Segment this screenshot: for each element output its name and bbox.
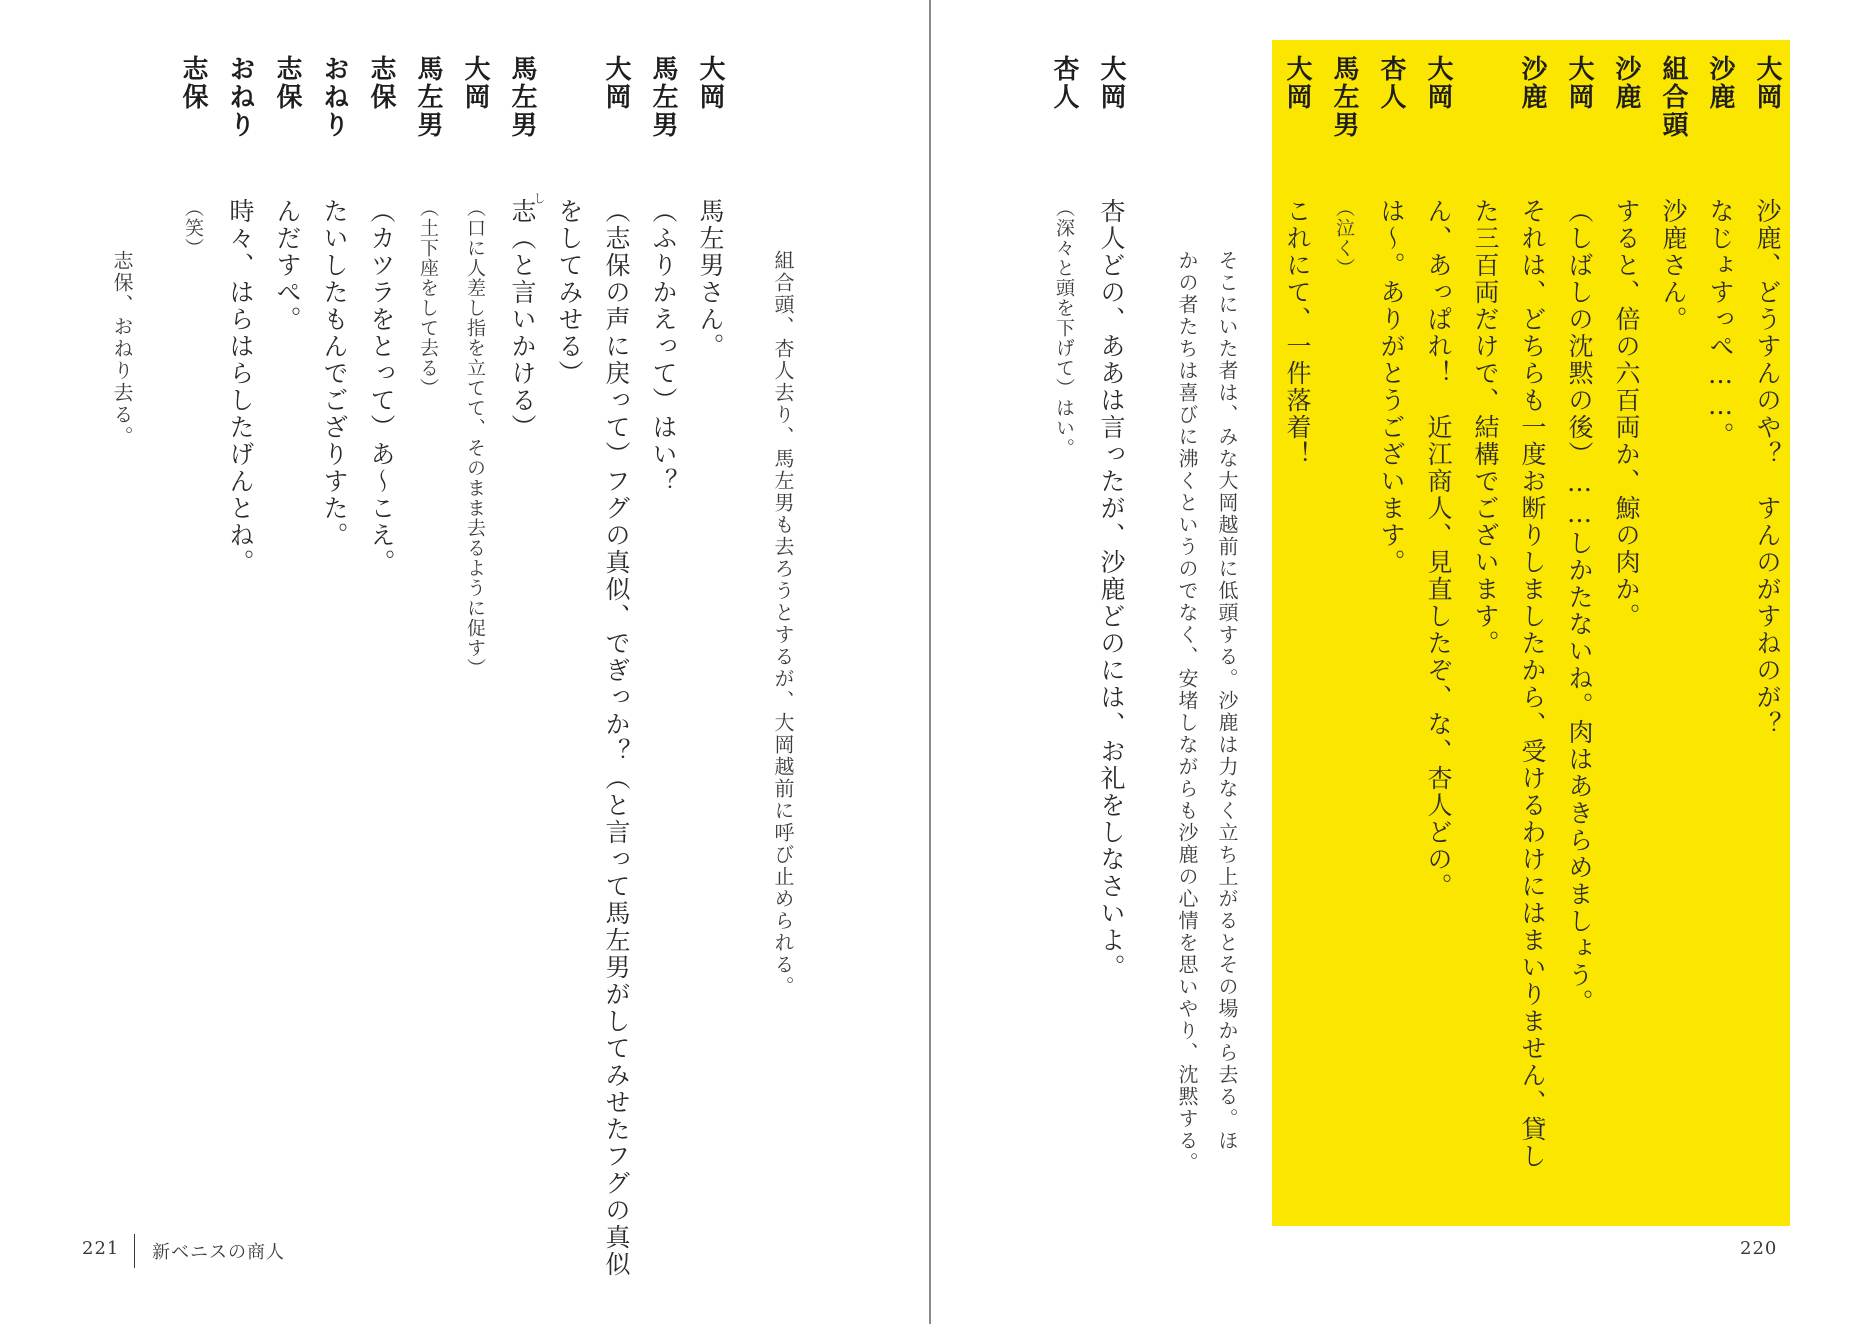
stage-note: （泣く）: [1333, 198, 1355, 278]
stage-direction: [102, 0, 142, 1324]
stage-direction-line: かの者たちは喜びに沸くというのでなく、安堵しながらも沙鹿の心情を思いやり、沈黙する。: [1175, 250, 1199, 1174]
dialogue-line: [499, 0, 545, 1324]
speaker-name: 沙鹿: [1611, 55, 1641, 111]
dialogue-line: [170, 0, 216, 1324]
dialogue-text: （カツラをとって）あ～こえ。: [367, 198, 396, 576]
page-number: 220: [1740, 1238, 1778, 1259]
dialogue-line: [1697, 0, 1743, 1324]
speaker-name: 杏人: [1376, 55, 1406, 111]
dialogue-text: 沙鹿、どうすんのや？ すんのがすねのが？: [1753, 198, 1782, 738]
dialogue-text: [405, 198, 451, 398]
dialogue-line: [452, 0, 498, 1324]
dialogue-line: [1274, 0, 1320, 1324]
dialogue-line: [1556, 0, 1602, 1324]
dialogue-line: [264, 0, 310, 1324]
dialogue-text: ん、あっぱれ！ 近江商人、見直したぞ、な、杏人どの。: [1424, 198, 1453, 900]
stage-direction: [1207, 0, 1247, 1324]
dialogue-line: [1462, 0, 1508, 1324]
stage-note: （口に人差し指を立てて、そのまま去るように促す）: [464, 198, 486, 678]
dialogue-text: 馬左男さん。: [696, 198, 725, 360]
book-gutter: [929, 0, 931, 1324]
speaker-name: 大岡: [695, 55, 725, 111]
dialogue-line: [640, 0, 686, 1324]
speaker-name: 大岡: [1282, 55, 1312, 111]
speaker-name: 志保: [178, 55, 208, 111]
stage-direction-line: 志保、おねり去る。: [110, 250, 134, 448]
stage-note: （深々と頭を下げて）はい。: [1053, 198, 1075, 458]
stage-direction: [1167, 0, 1207, 1324]
dialogue-text: をしてみせる）: [555, 198, 584, 387]
speaker-name: 大岡: [1752, 55, 1782, 111]
dialogue-text: なじょすっぺ……。: [1706, 198, 1735, 449]
dialogue-text: 杏人どの、ああは言ったが、沙鹿どのには、お礼をしなさいよ。: [1097, 198, 1126, 981]
speaker-name: おねり: [225, 55, 255, 139]
speaker-name: 大岡: [601, 55, 631, 111]
dialogue-line: [311, 0, 357, 1324]
dialogue-line: [1415, 0, 1461, 1324]
running-title: 新ベニスの商人: [152, 1242, 285, 1263]
speaker-name: 馬左男: [1329, 55, 1359, 139]
dialogue-text: それは、どちらも一度お断りしましたから、受けるわけにはまいりません、貸し: [1518, 198, 1547, 1170]
dialogue-line: [217, 0, 263, 1324]
speaker-name: 大岡: [1423, 55, 1453, 111]
dialogue-line: [1744, 0, 1790, 1324]
dialogue-line: [1509, 0, 1555, 1324]
speaker-name: 馬左男: [413, 55, 443, 139]
dialogue-text: は～。ありがとうございます。: [1377, 198, 1406, 576]
dialogue-text: たいしたもんでござりすた。: [320, 198, 349, 549]
speaker-name: 沙鹿: [1705, 55, 1735, 111]
dialogue-text: た三百両だけで、結構でございます。: [1471, 198, 1500, 657]
stage-note: （笑）: [182, 198, 204, 258]
stage-note: （土下座をして去る）: [417, 198, 439, 398]
dialogue-line: [358, 0, 404, 1324]
speaker-name: 志保: [272, 55, 302, 111]
stage-direction-line: そこにいた者は、みな大岡越前に低頭する。沙鹿は力なく立ち上がるとその場から去る。ほ: [1215, 250, 1239, 1152]
dialogue-line: [1041, 0, 1087, 1324]
stage-direction-line: 組合頭、杏人去り、馬左男も去ろうとするが、大岡越前に呼び止められる。: [771, 250, 795, 998]
dialogue-text: 時々、はらはらしたげんとね。: [226, 198, 255, 576]
speaker-name: おねり: [319, 55, 349, 139]
speaker-name: 大岡: [1564, 55, 1594, 111]
dialogue-line: [593, 0, 639, 1324]
dialogue-text: （ふりかえって）はい？: [649, 198, 678, 495]
speaker-name: 大岡: [1096, 55, 1126, 111]
speaker-name: 馬左男: [648, 55, 678, 139]
folio-divider: [134, 1234, 135, 1268]
dialogue-line: [546, 0, 592, 1324]
dialogue-line: [1321, 0, 1367, 1324]
speaker-name: 志保: [366, 55, 396, 111]
page-number: 221: [82, 1238, 120, 1259]
dialogue-line: [405, 0, 451, 1324]
dialogue-line: [1088, 0, 1134, 1324]
dialogue-text: [1321, 198, 1367, 278]
speaker-name: 大岡: [460, 55, 490, 111]
dialogue-line: [1368, 0, 1414, 1324]
dialogue-text: これにて、一件落着！: [1283, 198, 1312, 468]
speaker-name: 馬左男: [507, 55, 537, 139]
dialogue-text: んだすぺ。: [273, 198, 302, 333]
ruby-annotation: し: [532, 192, 546, 204]
dialogue-text: （志保の声に戻って）フグの真似、でぎっか？（と言って馬左男がしてみせたフグの真似: [602, 198, 631, 1278]
stage-direction: [763, 0, 803, 1324]
speaker-name: 組合頭: [1658, 55, 1688, 139]
speaker-name: 杏人: [1049, 55, 1079, 111]
dialogue-text: 沙鹿さん。: [1659, 198, 1688, 333]
dialogue-text: [170, 198, 216, 258]
dialogue-line: [1603, 0, 1649, 1324]
dialogue-text: すると、倍の六百両か、鯨の肉か。: [1612, 198, 1641, 630]
dialogue-text: [452, 198, 498, 678]
dialogue-text: （しばしの沈黙の後）……しかたないね。肉はあきらめましょう。: [1565, 198, 1594, 1016]
dialogue-line: [687, 0, 733, 1324]
speaker-name: 沙鹿: [1517, 55, 1547, 111]
dialogue-text: 志（と言いかける）: [508, 198, 537, 441]
dialogue-text: [1041, 198, 1087, 458]
dialogue-line: [1650, 0, 1696, 1324]
